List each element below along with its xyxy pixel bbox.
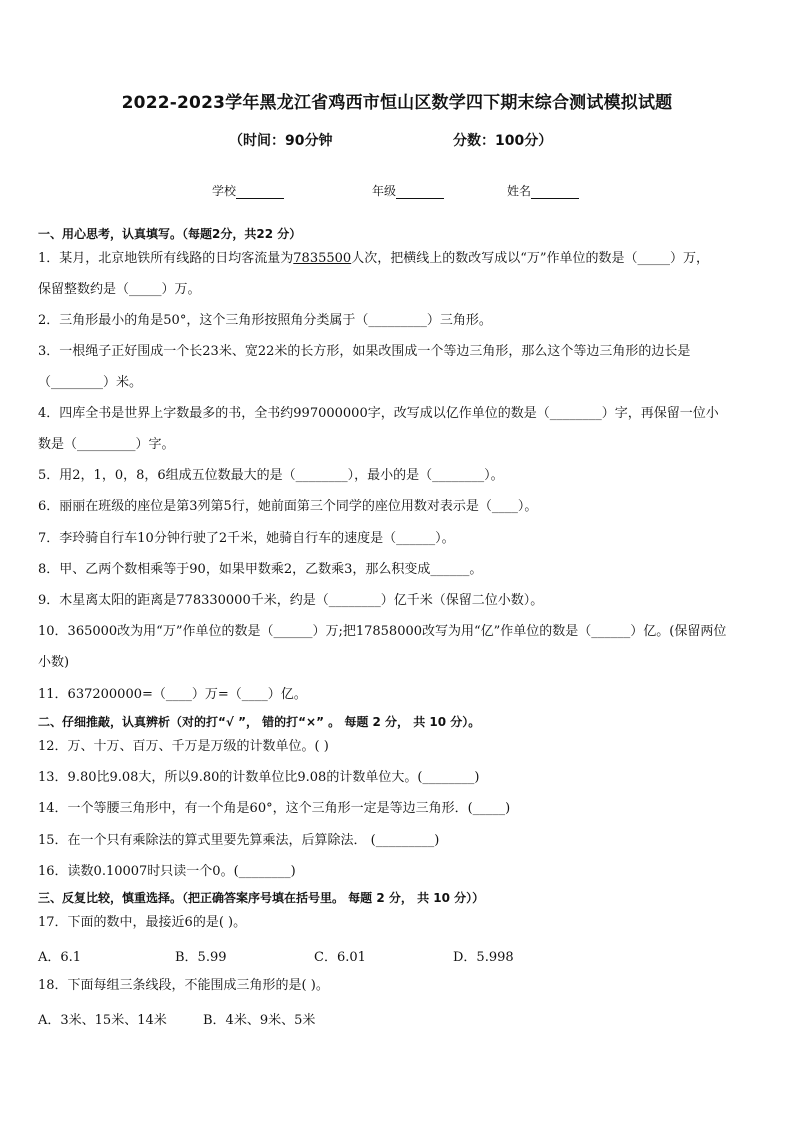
q17-option-b: B．5.99	[175, 950, 227, 965]
q18-option-b: B．4米、9米、5米	[203, 1013, 316, 1028]
underlined-number: 7835500	[293, 251, 352, 266]
question-5: 5．用2，1，0，8，6组成五位数最大的是（________），最小的是（________）。	[38, 468, 504, 483]
question-11: 11．637200000=（____）万=（____）亿。	[38, 687, 307, 702]
question-15: 15．在一个只有乘除法的算式里要先算乘法，后算除法． (_________)	[38, 833, 440, 848]
grade-blank[interactable]	[396, 186, 444, 199]
school-blank[interactable]	[236, 186, 284, 199]
grade-field	[372, 182, 444, 199]
question-3-line-1: 3．一根绳子正好围成一个长23米、宽22米的长方形，如果改围成一个等边三角形，那么这个等边三角形的边长是	[38, 344, 691, 359]
question-9: 9．木星离太阳的距离是778330000千米，约是（________）亿千米（保留二位小数）。	[38, 593, 544, 608]
name-field	[507, 182, 579, 199]
question-10-line-1: 10．365000改为用“万”作单位的数是（______）万;把17858000改写为用“亿”作单位的数是（______）亿。(保留两位	[38, 624, 727, 639]
question-12: 12．万、十万、百万、千万是万级的计数单位。( )	[38, 739, 329, 754]
question-2: 2．三角形最小的角是50°，这个三角形按照角分类属于（_________）三角形。	[38, 313, 492, 328]
question-1-line-2: 保留整数约是（_____）万。	[38, 282, 201, 297]
question-17: 17．下面的数中，最接近6的是( )。	[38, 915, 247, 930]
question-13: 13．9.80比9.08大，所以9.80的计数单位比9.08的计数单位大。(________)	[38, 770, 480, 785]
question-3-line-2: （________）米。	[38, 375, 143, 390]
exam-title: 2022-2023学年黑龙江省鸡西市恒山区数学四下期末综合测试模拟试题	[121, 93, 673, 113]
question-14: 14．一个等腰三角形中，有一个角是60°，这个三角形一定是等边三角形．(_____)	[38, 801, 511, 816]
question-4-line-2: 数是（_________）字。	[38, 437, 175, 452]
section-3-heading: 三、反复比较，慎重选择。（把正确答案序号填在括号里。 每题 2 分， 共 10 分））	[38, 891, 485, 905]
name-blank[interactable]	[531, 186, 579, 199]
section-2-heading: 二、仔细推敲，认真辨析（对的打“√ ”， 错的打“×” 。 每题 2 分， 共 10 分）。	[38, 715, 481, 729]
q17-option-c: C．6.01	[314, 950, 366, 965]
question-8: 8．甲、乙两个数相乘等于90，如果甲数乘2，乙数乘3，那么积变成______。	[38, 562, 483, 577]
score-label: 分数：100分）	[453, 133, 553, 149]
time-label: （时间：90分钟	[229, 133, 333, 149]
q17-option-a: A．6.1	[38, 950, 82, 965]
question-7: 7．李玲骑自行车10分钟行驶了2千米，她骑自行车的速度是（______）。	[38, 531, 455, 546]
question-4-line-1: 4．四库全书是世界上字数最多的书，全书约997000000字，改写成以亿作单位的数是（________）字，再保留一位小	[38, 406, 719, 421]
q18-option-a: A．3米、15米、14米	[38, 1013, 167, 1028]
school-label: 学校	[212, 184, 237, 198]
question-16: 16．读数0.10007时只读一个0。(________)	[38, 864, 296, 879]
school-field	[212, 182, 284, 199]
question-18: 18．下面每组三条线段，不能围成三角形的是( )。	[38, 978, 329, 993]
q17-option-d: D．5.998	[453, 950, 514, 965]
question-6: 6．丽丽在班级的座位是第3列第5行，她前面第三个同学的座位用数对表示是（____）。	[38, 499, 538, 514]
name-label: 姓名	[507, 184, 532, 198]
section-1-heading: 一、用心思考，认真填写。（每题2分，共22 分）	[38, 227, 302, 241]
question-10-line-2: 小数)	[38, 655, 70, 670]
grade-label: 年级	[372, 184, 397, 198]
question-1-line-1: 1．某月，北京地铁所有线路的日均客流量为7835500人次，把横线上的数改写成以“万”作单位的数是（_____）万，	[38, 251, 709, 266]
